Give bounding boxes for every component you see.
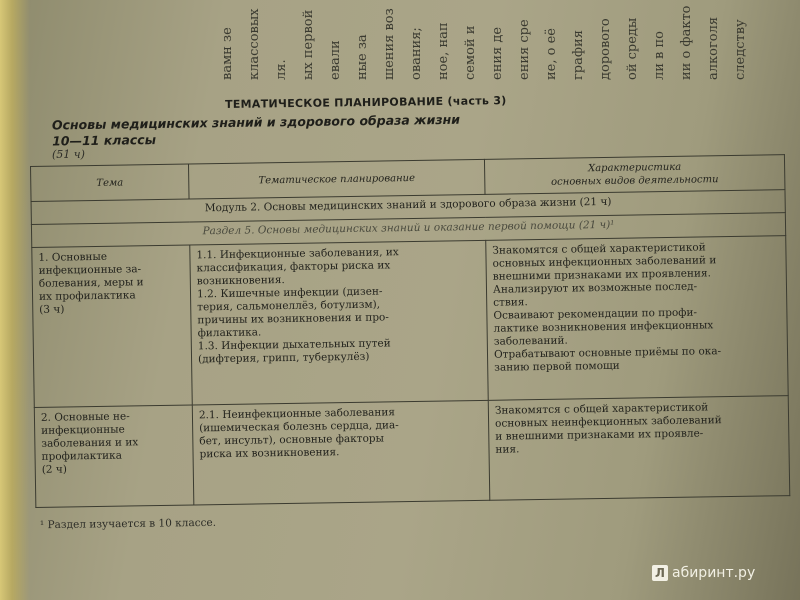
row-2-topic: 2. Основные не- инфекционные заболевания и их профилактика (2 ч) xyxy=(34,405,194,507)
upper-rotated-text xyxy=(220,0,760,80)
row-1-plan: 1.1. Инфекционные заболевания, их классификация, факторы риска их возникновения. 1.2. Кишечные инфекции (дизен- терия, сальмонеллёз, ботулизм), причины их возникновения и про- филактика. 1.3. Инфекции дыхательных путей (дифтерия, грипп, туберкулёз) xyxy=(190,240,488,405)
upper-text-column: графия xyxy=(571,30,586,80)
upper-text-column: ой среды xyxy=(625,17,640,80)
row-2-characteristic: Знакомятся с общей характеристикой основных неинфекционных заболеваний и внешними признаками их проявле- ния. xyxy=(488,396,790,501)
upper-text-column: ие, о её xyxy=(544,28,559,80)
section-title: Раздел 5. Основы медицинских знаний и оказание первой помощи (21 ч)¹ xyxy=(31,213,785,248)
header-part: (часть 3) xyxy=(447,94,507,108)
page-edge-shadow xyxy=(0,0,30,600)
upper-text-column: ные за xyxy=(355,34,370,80)
header-plan: Тематическое планирование xyxy=(188,159,485,199)
row-2-plan: 2.1. Неинфекционные заболевания (ишемическая болезнь сердца, диа- бет, инсульт), основные факторы риска их возникновения. xyxy=(192,400,490,505)
table-row xyxy=(34,396,789,508)
upper-text-column: вамн зе xyxy=(220,27,235,80)
module-title: Модуль 2. Основы медицинских знаний и здорового образа жизни (21 ч) xyxy=(31,190,785,225)
table-subtitle xyxy=(52,111,552,150)
upper-text-column: семой и xyxy=(463,25,478,80)
subtitle-line-1: Основы медицинских знаний и здорового образа жизни xyxy=(51,111,461,133)
header-characteristic: Характеристика основных видов деятельности xyxy=(484,155,785,195)
upper-text-column: ное, нап xyxy=(436,22,451,80)
row-1-topic: 1. Основные инфекционные за- болевания, меры и их профилактика (3 ч) xyxy=(32,245,192,407)
labirint-watermark xyxy=(652,565,755,581)
labirint-logo-icon: Л xyxy=(652,565,668,581)
header-topic: Тема xyxy=(31,164,190,201)
row-1-characteristic: Знакомятся с общей характеристикой основных инфекционных заболеваний и внешними признаками их проявления. Анализируют их возможные послед- ствия. Осваивают рекомендации по профи- лактике возникновения инфекционных заболеваний. Отрабатывают основные приёмы по ока- занию первой помощи xyxy=(486,236,788,401)
upper-text-column: классовых xyxy=(247,8,262,80)
upper-text-column: ля. xyxy=(274,59,289,80)
upper-text-column: евали xyxy=(328,40,343,80)
table-row xyxy=(32,236,788,408)
upper-text-column: следству xyxy=(733,19,748,80)
subtitle-line-2: 10—11 классы xyxy=(52,132,157,149)
upper-text-column: ли в по xyxy=(652,31,667,80)
upper-text-column: дорового xyxy=(598,18,613,80)
upper-text-column: ования; xyxy=(409,27,424,80)
footnote: ¹ Раздел изучается в 10 классе. xyxy=(39,516,217,532)
header-title: ТЕМАТИЧЕСКОЕ ПЛАНИРОВАНИЕ xyxy=(224,94,444,112)
page-header xyxy=(225,92,655,111)
upper-text-column: ения сре xyxy=(517,19,532,80)
upper-text-column: ых первой xyxy=(301,9,316,80)
labirint-logo-text: абиринт.ру xyxy=(672,565,756,581)
upper-text-column: ии о факто xyxy=(679,5,694,80)
planning-table xyxy=(30,154,790,508)
planning-table-wrapper xyxy=(30,154,790,508)
subtitle-hours: (51 ч) xyxy=(52,148,85,161)
upper-text-column: шения воз xyxy=(382,8,397,80)
upper-text-column: алкоголя xyxy=(706,16,721,80)
upper-text-column: ения де xyxy=(490,26,505,80)
